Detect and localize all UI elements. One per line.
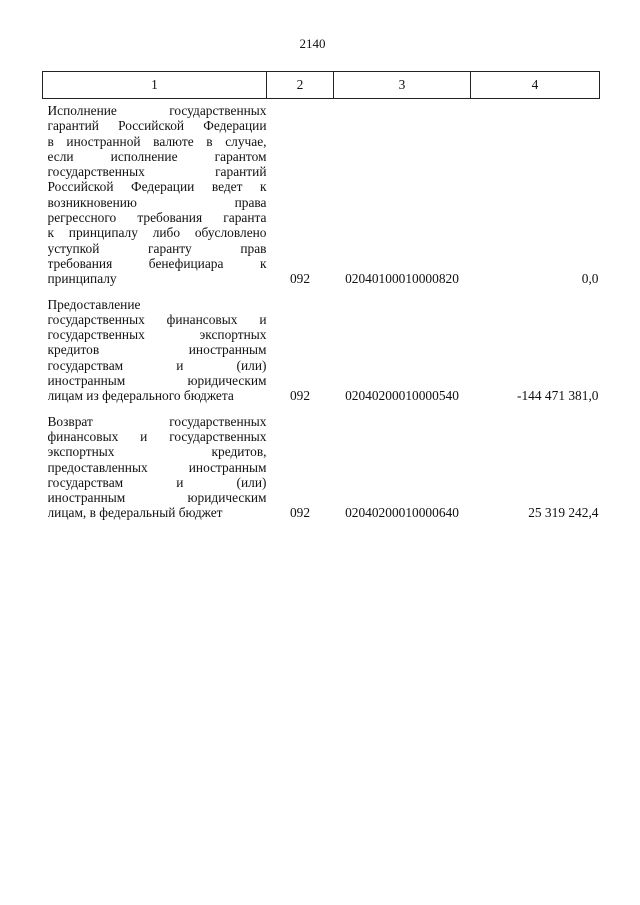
description-line: государствам и (или) — [47, 474, 267, 490]
description-line: государственных гарантий — [47, 164, 267, 180]
column-header-2: 2 — [267, 72, 334, 99]
row-budget-code: 02040100010000820 — [345, 271, 459, 287]
description-line: Исполнение государственных — [47, 103, 267, 118]
table-row — [43, 414, 600, 531]
description-line: Предоставление — [47, 296, 141, 312]
description-line: государствам и (или) — [47, 357, 267, 373]
description-line: в иностранной валюте в случае, — [47, 133, 267, 149]
row-amount: -144 471 381,0 — [517, 388, 599, 404]
row-admin-code: 092 — [289, 505, 311, 521]
row-amount: 0,0 — [581, 271, 599, 287]
table-header-row — [43, 72, 600, 99]
description-line: финансовых и государственных — [47, 428, 267, 444]
row-budget-code: 02040200010000540 — [345, 388, 459, 404]
description-line: если исполнение гарантом — [47, 148, 267, 164]
row-description — [43, 297, 267, 414]
column-header-4: 4 — [471, 72, 600, 99]
description-line: регрессного требования гаранта — [47, 210, 267, 226]
description-line: возникновению права — [47, 194, 267, 210]
row-budget-code: 02040200010000640 — [345, 505, 459, 521]
description-line: требования бенефициара к — [47, 255, 267, 271]
description-line: государственных экспортных — [47, 327, 267, 343]
row-amount: 25 319 242,4 — [528, 505, 599, 521]
column-header-3: 3 — [334, 72, 471, 99]
budget-table — [42, 71, 600, 531]
description-line: уступкой гаранту прав — [47, 240, 267, 256]
row-admin-code: 092 — [289, 388, 311, 404]
row-description — [43, 414, 267, 531]
description-line: экспортных кредитов, — [47, 444, 267, 460]
description-line: к принципалу либо обусловлено — [47, 225, 267, 241]
description-line: лицам из федерального бюджета — [47, 388, 234, 404]
description-line: принципалу — [47, 271, 117, 287]
description-line: предоставленных иностранным — [47, 459, 267, 475]
description-line: государственных финансовых и — [47, 311, 267, 327]
table-row — [43, 99, 600, 297]
description-line: лицам, в федеральный бюджет — [47, 505, 223, 521]
page-number: 2140 — [299, 36, 326, 51]
description-line: Возврат государственных — [47, 413, 267, 429]
description-line: гарантий Российской Федерации — [47, 118, 267, 134]
table-row — [43, 297, 600, 414]
description-line: иностранным юридическим — [47, 373, 267, 389]
row-description — [43, 99, 267, 297]
description-line: кредитов иностранным — [47, 342, 267, 358]
description-line: Российской Федерации ведет к — [47, 179, 267, 195]
description-line: иностранным юридическим — [47, 490, 267, 506]
row-admin-code: 092 — [289, 271, 311, 287]
column-header-1: 1 — [43, 72, 267, 99]
